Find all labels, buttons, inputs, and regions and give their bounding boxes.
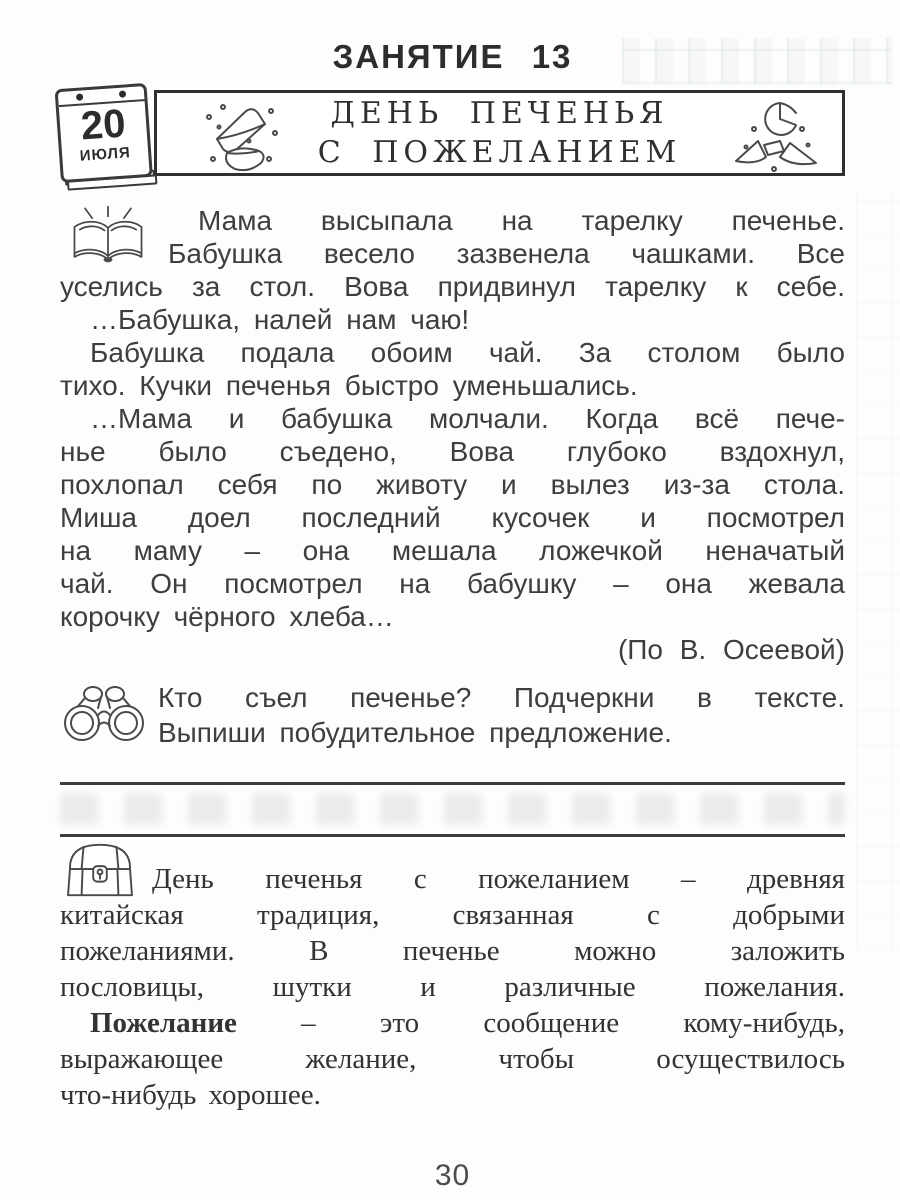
treasure-chest-icon — [60, 839, 140, 901]
info-line: пословицы, шутки и различные пожелания. — [60, 971, 845, 1003]
text-line: корочку чёрного хлеба… — [60, 601, 394, 632]
text-line: Мама высыпала на тарелку печенье. — [198, 205, 845, 236]
lesson-header-title — [318, 94, 682, 172]
calendar-icon — [55, 83, 154, 191]
calendar-sheet — [55, 83, 153, 183]
attribution-line: (По В. Осеевой) — [617, 634, 845, 665]
fortune-cookies-left-icon — [179, 97, 329, 175]
info-line: что-нибудь хорошее. — [60, 1079, 321, 1111]
answer-gap — [60, 785, 845, 834]
lesson-header-line2: С ПОЖЕЛАНИЕМ — [317, 135, 682, 170]
task-instruction — [60, 680, 845, 750]
answer-area — [60, 782, 845, 837]
definition-line — [60, 1005, 845, 1041]
open-book-icon — [60, 204, 156, 264]
info-line: пожеланиями. В печенье можно заложить — [60, 935, 845, 967]
text-line: чай. Он посмотрел на бабушку – она жевала — [60, 568, 845, 599]
page-content — [0, 38, 900, 1193]
text-line: Бабушка подала обоим чай. За столом было — [90, 337, 845, 368]
calendar-day: 20 — [79, 101, 127, 149]
calendar-hole — [119, 90, 126, 97]
text-line: нье было съедено, Вова глубоко вздохнул, — [60, 436, 845, 467]
header-row — [60, 88, 845, 192]
info-line: День печенья с пожеланием – древняя — [152, 863, 845, 895]
bleed-through-text — [60, 794, 845, 824]
text-line: на маму – она мешала ложечкой неначатый — [60, 535, 845, 566]
task-line: Кто съел печенье? Подчеркни в тексте. — [158, 682, 845, 713]
text-line: …Бабушка, налей нам чаю! — [90, 304, 470, 335]
lesson-title: ЗАНЯТИЕ 13 — [332, 38, 573, 75]
lesson-header-line1: ДЕНЬ ПЕЧЕНЬЯ — [330, 96, 669, 131]
task-line: Выпиши побудительное предложение. — [158, 717, 672, 748]
calendar-month: ИЮЛЯ — [79, 144, 132, 165]
info-line: китайская традиция, связанная с добрыми — [60, 899, 845, 931]
info-block — [60, 861, 845, 1113]
text-line: уселись за стол. Вова придвинул тарелку к себе. — [60, 271, 845, 302]
definition-text: – это сообщение кому-нибудь, — [236, 1007, 845, 1039]
text-line: Бабушка весело зазвенела чашками. Все — [168, 238, 845, 269]
text-line: тихо. Кучки печенья быстро уменьшались. — [60, 370, 638, 401]
fortune-cookie-cracked-right-icon — [718, 99, 834, 175]
calendar-hole — [76, 93, 83, 100]
binoculars-icon — [60, 684, 148, 742]
definition-term: Пожелание — [90, 1007, 237, 1039]
text-line: похлопал себя по животу и вылез из-за стола. — [60, 469, 845, 500]
text-line: …Мама и бабушка молчали. Когда всё пече- — [90, 403, 845, 434]
lesson-header-box — [154, 90, 845, 176]
info-line: выражающее желание, чтобы осуществилось — [60, 1043, 845, 1075]
answer-line-2[interactable] — [60, 834, 845, 837]
reading-passage — [60, 204, 845, 666]
page-number: 30 — [434, 1159, 471, 1192]
text-line: Миша доел последний кусочек и посмотрел — [60, 502, 845, 533]
